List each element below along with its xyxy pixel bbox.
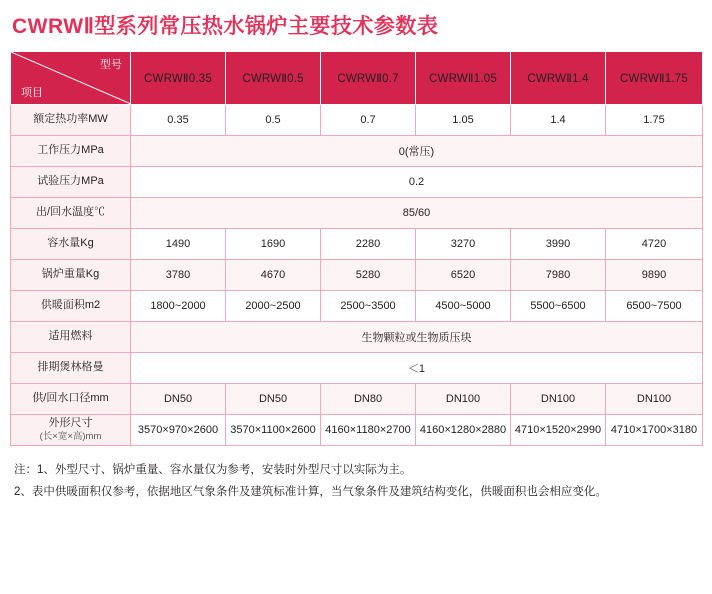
table-cell: 3990 <box>511 229 606 260</box>
table-cell: 5280 <box>321 260 416 291</box>
table-cell: DN100 <box>416 384 511 415</box>
table-row <box>11 136 703 167</box>
table-cell: 2000~2500 <box>226 291 321 322</box>
table-row <box>11 322 703 353</box>
row-label: 供/回水口径mm <box>11 384 131 415</box>
table-cell: 4160×1180×2700 <box>321 415 416 446</box>
header-col-1: CWRWⅡ0.5 <box>226 52 321 105</box>
header-col-0: CWRWⅡ0.35 <box>131 52 226 105</box>
table-cell: 1.4 <box>511 105 606 136</box>
header-col-4: CWRWⅡ1.4 <box>511 52 606 105</box>
table-cell: 3570×1100×2600 <box>226 415 321 446</box>
table-row <box>11 105 703 136</box>
table-cell: 4160×1280×2880 <box>416 415 511 446</box>
table-cell: 4710×1520×2990 <box>511 415 606 446</box>
header-col-3: CWRWⅡ1.05 <box>416 52 511 105</box>
row-label: 出/回水温度℃ <box>11 198 131 229</box>
table-cell: 6500~7500 <box>606 291 703 322</box>
table-cell: 1800~2000 <box>131 291 226 322</box>
notes-block <box>14 460 702 504</box>
table-row <box>11 260 703 291</box>
row-label-main: 外形尺寸 <box>48 417 93 430</box>
table-cell: DN100 <box>606 384 703 415</box>
row-label: 试验压力MPa <box>11 167 131 198</box>
row-label: 额定热功率MW <box>11 105 131 136</box>
table-cell: 3780 <box>131 260 226 291</box>
table-header-row <box>11 52 703 105</box>
spec-table <box>10 51 703 446</box>
table-cell: 1.75 <box>606 105 703 136</box>
table-cell: 1.05 <box>416 105 511 136</box>
table-cell: 4670 <box>226 260 321 291</box>
table-cell: 7980 <box>511 260 606 291</box>
table-cell-merged: 85/60 <box>131 198 703 229</box>
table-row <box>11 415 703 446</box>
header-col-5: CWRWⅡ1.75 <box>606 52 703 105</box>
table-row <box>11 353 703 384</box>
table-cell-merged: ＜1 <box>131 353 703 384</box>
header-item-label: 项目 <box>21 87 43 100</box>
table-cell-merged: 0.2 <box>131 167 703 198</box>
row-label: 排期煲林格曼 <box>11 353 131 384</box>
page-title: CWRWⅡ型系列常压热水锅炉主要技术参数表 <box>12 15 439 38</box>
table-cell: 4500~5000 <box>416 291 511 322</box>
table-row <box>11 198 703 229</box>
table-row <box>11 384 703 415</box>
table-cell: 0.35 <box>131 105 226 136</box>
table-cell: DN50 <box>226 384 321 415</box>
table-cell-merged: 0(常压) <box>131 136 703 167</box>
table-row <box>11 229 703 260</box>
note-line-2: 2、表中供暖面积仅参考，依据地区气象条件及建筑标准计算，当气象条件及建筑结构变化，供暖面积也会相应变化。 <box>14 486 607 499</box>
row-label: 适用燃料 <box>11 322 131 353</box>
table-cell: 1690 <box>226 229 321 260</box>
table-cell: 0.7 <box>321 105 416 136</box>
header-model-label: 型号 <box>100 59 122 72</box>
table-cell: 5500~6500 <box>511 291 606 322</box>
row-label: 容水量Kg <box>11 229 131 260</box>
table-cell: 2280 <box>321 229 416 260</box>
table-cell: DN80 <box>321 384 416 415</box>
row-label: 锅炉重量Kg <box>11 260 131 291</box>
table-cell-merged: 生物颗粒或生物质压块 <box>131 322 703 353</box>
table-cell: 9890 <box>606 260 703 291</box>
table-cell: 3270 <box>416 229 511 260</box>
table-row <box>11 167 703 198</box>
table-row <box>11 291 703 322</box>
row-label <box>11 415 131 446</box>
row-label: 供暖面积m2 <box>11 291 131 322</box>
table-cell: 4710×1700×3180 <box>606 415 703 446</box>
header-corner-cell <box>11 52 131 105</box>
table-cell: 1490 <box>131 229 226 260</box>
table-cell: 2500~3500 <box>321 291 416 322</box>
table-cell: 6520 <box>416 260 511 291</box>
row-label-sub: (长×宽×高)mm <box>39 431 102 443</box>
header-col-2: CWRWⅡ0.7 <box>321 52 416 105</box>
row-label: 工作压力MPa <box>11 136 131 167</box>
table-cell: 3570×970×2600 <box>131 415 226 446</box>
table-cell: DN100 <box>511 384 606 415</box>
note-line-1: 注：1、外型尺寸、锅炉重量、容水量仅为参考，安装时外型尺寸以实际为主。 <box>14 464 412 477</box>
table-cell: 0.5 <box>226 105 321 136</box>
table-cell: DN50 <box>131 384 226 415</box>
table-cell: 4720 <box>606 229 703 260</box>
